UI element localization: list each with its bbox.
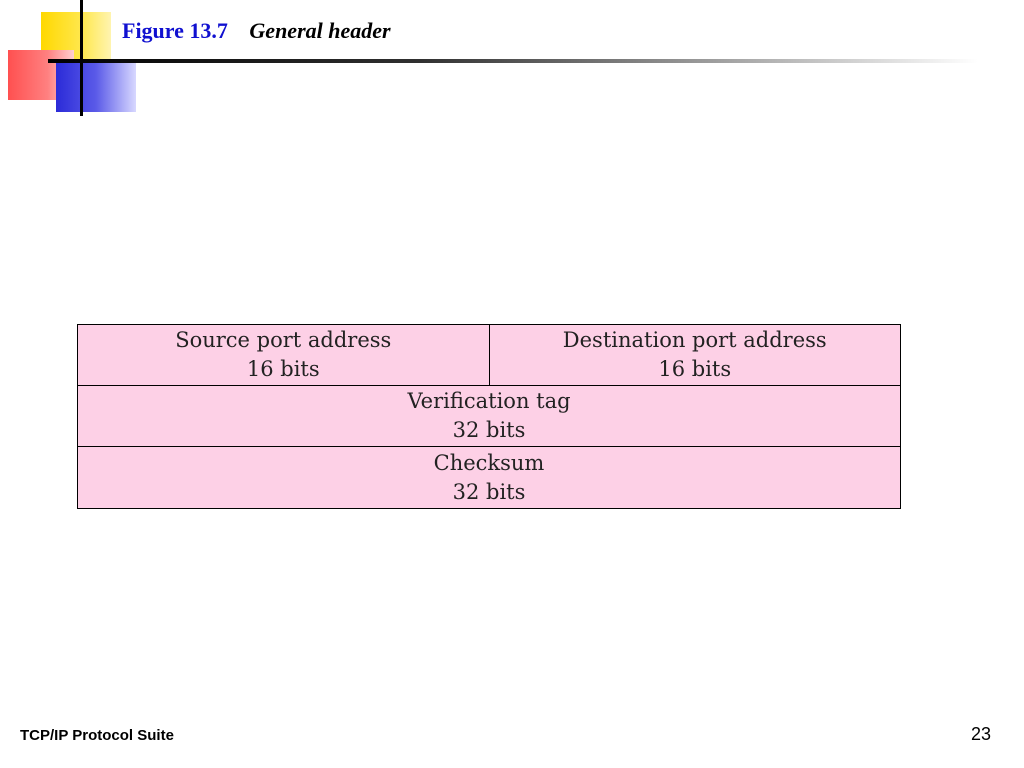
field-size: 16 bits <box>246 357 320 381</box>
field-size: 32 bits <box>452 418 526 442</box>
general-header-diagram <box>77 324 901 509</box>
header-row <box>78 447 900 508</box>
verification-tag-field <box>78 386 900 446</box>
decorative-blue-square <box>56 62 136 112</box>
checksum-field <box>78 447 900 508</box>
header-row <box>78 386 900 447</box>
footer-text: TCP/IP Protocol Suite <box>20 727 174 744</box>
figure-title: General header <box>249 18 391 43</box>
field-name: Verification tag <box>407 389 571 413</box>
slide-title <box>122 18 391 44</box>
title-underline-rule <box>48 59 978 63</box>
destination-port-field <box>489 325 901 385</box>
field-name: Source port address <box>175 328 392 352</box>
decorative-vertical-line <box>80 0 83 116</box>
field-size: 32 bits <box>452 479 526 504</box>
figure-number: Figure 13.7 <box>122 18 228 43</box>
field-size: 16 bits <box>658 357 732 381</box>
page-number: 23 <box>970 724 991 744</box>
field-name: Checksum <box>433 450 545 475</box>
header-row <box>78 325 900 386</box>
field-name: Destination port address <box>562 328 827 352</box>
source-port-field <box>78 325 489 385</box>
